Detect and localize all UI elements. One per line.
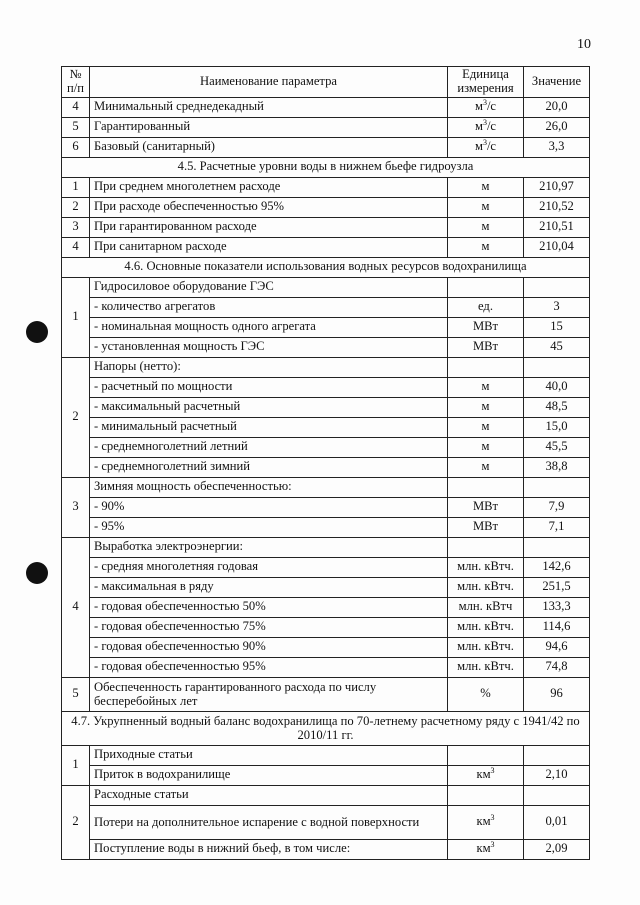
unit-cell: м <box>448 397 524 417</box>
parameter-value: 210,97 <box>524 177 590 197</box>
parameter-name: Базовый (санитарный) <box>90 137 448 157</box>
table-row <box>62 805 590 839</box>
unit-cell-empty <box>448 477 524 497</box>
parameter-name: - максимальная в ряду <box>90 577 448 597</box>
unit-cell: м <box>448 177 524 197</box>
header-value: Значение <box>524 67 590 98</box>
parameter-name: При расходе обеспеченностью 95% <box>90 197 448 217</box>
binder-hole-top <box>26 321 48 343</box>
unit-cell: м <box>448 237 524 257</box>
unit-cell: м <box>448 417 524 437</box>
section-title: 4.5. Расчетные уровни воды в нижнем бьефе гидроузла <box>62 157 590 177</box>
parameter-name: - годовая обеспеченностью 75% <box>90 617 448 637</box>
value-cell-empty <box>524 357 590 377</box>
unit-cell: МВт <box>448 337 524 357</box>
parameter-value: 0,01 <box>524 805 590 839</box>
header-name: Наименование параметра <box>90 67 448 98</box>
unit-cell: МВт <box>448 517 524 537</box>
unit-cell <box>448 805 524 839</box>
unit-cell: млн. кВтч <box>448 597 524 617</box>
unit-superscript: 3 <box>490 840 495 850</box>
unit-cell: м <box>448 377 524 397</box>
header-unit: Единица измерения <box>448 67 524 98</box>
parameter-name: - годовая обеспеченностью 95% <box>90 657 448 677</box>
parameter-value: 96 <box>524 677 590 711</box>
parameter-name: - расчетный по мощности <box>90 377 448 397</box>
unit-superscript: 3 <box>482 138 487 148</box>
parameter-value: 74,8 <box>524 657 590 677</box>
section-header-row <box>62 257 590 277</box>
parameter-value: 45 <box>524 337 590 357</box>
table-row <box>62 177 590 197</box>
unit-base: м <box>474 119 483 134</box>
parameter-name: При среднем многолетнем расходе <box>90 177 448 197</box>
table-row <box>62 237 590 257</box>
unit-cell: м <box>448 437 524 457</box>
section-header-row <box>62 711 590 745</box>
table-row <box>62 197 590 217</box>
table-row <box>62 497 590 517</box>
parameter-name: - среднемноголетний зимний <box>90 457 448 477</box>
parameter-value: 38,8 <box>524 457 590 477</box>
value-cell-empty <box>524 785 590 805</box>
parameter-value: 142,6 <box>524 557 590 577</box>
parameter-name: - минимальный расчетный <box>90 417 448 437</box>
group-number: 1 <box>62 277 90 357</box>
table-row <box>62 677 590 711</box>
parameter-name: Гарантированный <box>90 117 448 137</box>
value-cell-empty <box>524 477 590 497</box>
unit-cell: млн. кВтч. <box>448 637 524 657</box>
table-row <box>62 765 590 785</box>
table-row <box>62 597 590 617</box>
table-row <box>62 437 590 457</box>
unit-cell: ед. <box>448 297 524 317</box>
unit-cell-empty <box>448 745 524 765</box>
table-row <box>62 97 590 117</box>
unit-cell: % <box>448 677 524 711</box>
unit-suffix: /с <box>486 99 497 114</box>
parameter-value: 26,0 <box>524 117 590 137</box>
table-row <box>62 557 590 577</box>
row-number: 4 <box>62 97 90 117</box>
group-heading: Выработка электроэнергии: <box>90 537 448 557</box>
unit-cell-empty <box>448 277 524 297</box>
binder-hole-bottom <box>26 562 48 584</box>
parameter-name: При гарантированном расходе <box>90 217 448 237</box>
table-header-row <box>62 67 590 98</box>
table-row <box>62 137 590 157</box>
table-row <box>62 417 590 437</box>
parameter-value: 3,3 <box>524 137 590 157</box>
parameter-value: 210,52 <box>524 197 590 217</box>
unit-cell: млн. кВтч. <box>448 557 524 577</box>
table-row <box>62 117 590 137</box>
parameter-name: Обеспеченность гарантированного расхода по числу бесперебойных лет <box>90 677 448 711</box>
parameter-value: 3 <box>524 297 590 317</box>
group-heading-row <box>62 357 590 377</box>
parameter-value: 2,09 <box>524 839 590 859</box>
table-row <box>62 577 590 597</box>
unit-base: км <box>476 767 491 782</box>
parameter-name: Потери на дополнительное испарение с водной поверхности <box>90 805 448 839</box>
table-row <box>62 517 590 537</box>
parameter-value: 94,6 <box>524 637 590 657</box>
group-heading-row <box>62 785 590 805</box>
unit-cell <box>448 117 524 137</box>
group-number: 3 <box>62 477 90 537</box>
parameters-table <box>61 66 590 860</box>
unit-cell-empty <box>448 357 524 377</box>
row-number: 2 <box>62 197 90 217</box>
unit-superscript: 3 <box>490 766 495 776</box>
unit-cell: м <box>448 217 524 237</box>
group-heading-row <box>62 477 590 497</box>
parameter-name: - годовая обеспеченностью 90% <box>90 637 448 657</box>
group-heading-row <box>62 537 590 557</box>
parameter-value: 210,04 <box>524 237 590 257</box>
table-row <box>62 337 590 357</box>
group-heading-row <box>62 277 590 297</box>
parameter-name: - количество агрегатов <box>90 297 448 317</box>
parameter-name: - 95% <box>90 517 448 537</box>
parameter-name: Приток в водохранилище <box>90 765 448 785</box>
page-number: 10 <box>577 37 591 52</box>
row-number: 5 <box>62 677 90 711</box>
unit-superscript: 3 <box>490 813 495 823</box>
parameter-value: 20,0 <box>524 97 590 117</box>
parameter-value: 7,1 <box>524 517 590 537</box>
unit-cell-empty <box>448 785 524 805</box>
unit-cell: м <box>448 197 524 217</box>
section-title: 4.6. Основные показатели использования водных ресурсов водохранилища <box>62 257 590 277</box>
parameter-name: - установленная мощность ГЭС <box>90 337 448 357</box>
unit-cell <box>448 137 524 157</box>
section-header-row <box>62 157 590 177</box>
row-number: 4 <box>62 237 90 257</box>
group-heading: Приходные статьи <box>90 745 448 765</box>
group-heading: Гидросиловое оборудование ГЭС <box>90 277 448 297</box>
table-row <box>62 317 590 337</box>
table-row <box>62 397 590 417</box>
unit-superscript: 3 <box>482 118 487 128</box>
table-row <box>62 657 590 677</box>
group-heading: Расходные статьи <box>90 785 448 805</box>
parameter-name: - годовая обеспеченностью 50% <box>90 597 448 617</box>
table-row <box>62 839 590 859</box>
unit-base: м <box>474 99 483 114</box>
unit-suffix: /с <box>486 119 497 134</box>
group-heading: Напоры (нетто): <box>90 357 448 377</box>
parameter-value: 15,0 <box>524 417 590 437</box>
unit-cell-empty <box>448 537 524 557</box>
unit-cell: млн. кВтч. <box>448 657 524 677</box>
row-number: 3 <box>62 217 90 237</box>
parameter-value: 251,5 <box>524 577 590 597</box>
unit-base: км <box>476 814 491 829</box>
parameter-name: - максимальный расчетный <box>90 397 448 417</box>
unit-cell: млн. кВтч. <box>448 577 524 597</box>
table-row <box>62 637 590 657</box>
unit-base: км <box>476 841 491 856</box>
unit-cell: МВт <box>448 497 524 517</box>
group-number: 2 <box>62 357 90 477</box>
value-cell-empty <box>524 537 590 557</box>
parameter-value: 45,5 <box>524 437 590 457</box>
parameter-name: - 90% <box>90 497 448 517</box>
parameter-value: 48,5 <box>524 397 590 417</box>
table-row <box>62 457 590 477</box>
unit-cell <box>448 97 524 117</box>
row-number: 6 <box>62 137 90 157</box>
row-number: 5 <box>62 117 90 137</box>
group-heading: Зимняя мощность обеспеченностью: <box>90 477 448 497</box>
unit-cell: МВт <box>448 317 524 337</box>
parameter-name: Поступление воды в нижний бьеф, в том числе: <box>90 839 448 859</box>
table-row <box>62 617 590 637</box>
header-number-label: № п/п <box>67 67 84 95</box>
header-number <box>62 67 90 98</box>
parameter-name: - среднемноголетний летний <box>90 437 448 457</box>
parameter-value: 133,3 <box>524 597 590 617</box>
table-row <box>62 297 590 317</box>
parameter-name: При санитарном расходе <box>90 237 448 257</box>
parameter-value: 210,51 <box>524 217 590 237</box>
parameter-name: Минимальный среднедекадный <box>90 97 448 117</box>
table-row <box>62 377 590 397</box>
group-number: 4 <box>62 537 90 677</box>
parameter-name: - номинальная мощность одного агрегата <box>90 317 448 337</box>
section-title: 4.7. Укрупненный водный баланс водохранилища по 70-летнему расчетному ряду с 1941/42 по 2010/11 гг. <box>62 711 590 745</box>
table-row <box>62 217 590 237</box>
unit-cell <box>448 839 524 859</box>
value-cell-empty <box>524 745 590 765</box>
group-number: 2 <box>62 785 90 859</box>
unit-cell: млн. кВтч. <box>448 617 524 637</box>
unit-suffix: /с <box>486 139 497 154</box>
unit-cell <box>448 765 524 785</box>
unit-cell: м <box>448 457 524 477</box>
parameter-value: 15 <box>524 317 590 337</box>
row-number: 1 <box>62 177 90 197</box>
unit-superscript: 3 <box>482 98 487 108</box>
group-number: 1 <box>62 745 90 785</box>
parameter-value: 114,6 <box>524 617 590 637</box>
value-cell-empty <box>524 277 590 297</box>
unit-base: м <box>474 139 483 154</box>
parameter-name: - средняя многолетняя годовая <box>90 557 448 577</box>
parameter-value: 7,9 <box>524 497 590 517</box>
group-heading-row <box>62 745 590 765</box>
parameter-value: 2,10 <box>524 765 590 785</box>
parameter-value: 40,0 <box>524 377 590 397</box>
